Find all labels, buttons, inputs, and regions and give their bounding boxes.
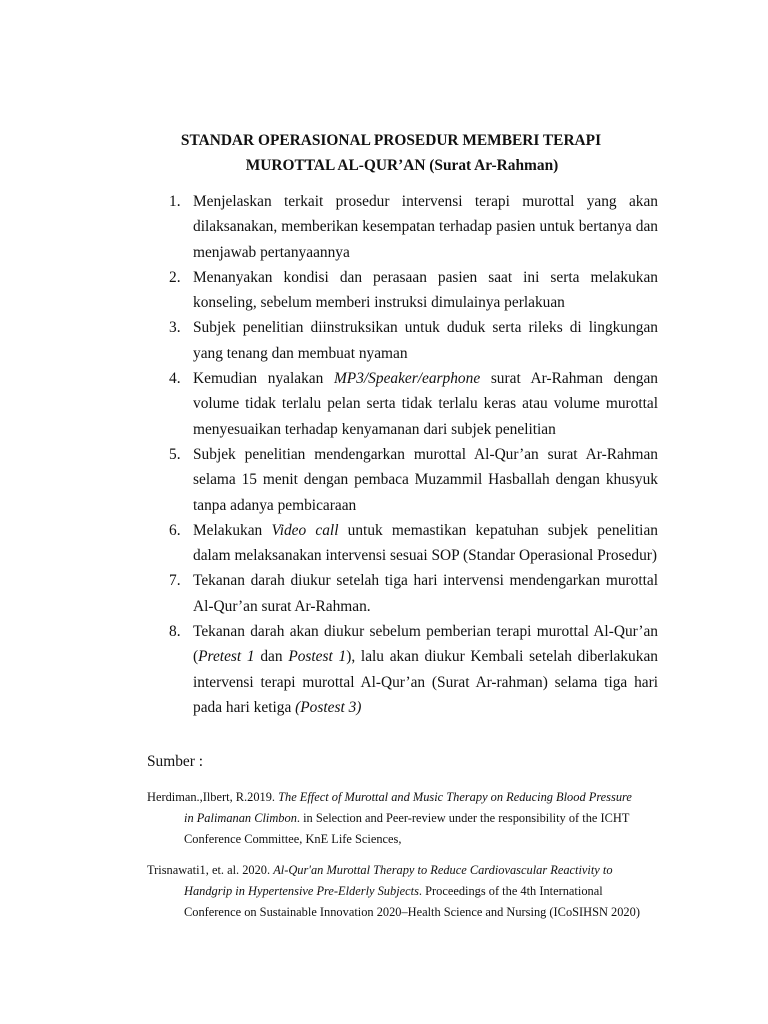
step-text-pre: Melakukan [193, 521, 272, 539]
step-text: Menjelaskan terkait prosedur intervensi terapi murottal yang akan dilaksanakan, memberikan kesempatan terhadap pasien untuk bertanya dan menjawab pertanyaannya [193, 193, 658, 261]
reference-entry-2 [147, 860, 657, 923]
procedure-step-6 [160, 518, 658, 569]
reference-line: Conference on Sustainable Innovation 2020–Health Science and Nursing (ICoSIHSN 2020) [184, 905, 640, 919]
reference-title-cont: in Palimanan Climbon [184, 811, 297, 825]
step-text: Menanyakan kondisi dan perasaan pasien saat ini serta melakukan konseling, sebelum memberi instruksi dimulainya perlakuan [193, 268, 658, 312]
step-number: 4. [169, 370, 181, 388]
reference-line [147, 860, 657, 881]
step-text-emphasis-pretest: Pretest 1 [198, 648, 255, 666]
reference-authors: Trisnawati1, et. al. 2020. [147, 863, 274, 877]
procedure-step-2 [160, 265, 658, 316]
procedure-step-7 [160, 568, 658, 619]
reference-line [147, 881, 657, 902]
step-text-emphasis: Video call [271, 521, 339, 539]
reference-authors: Herdiman.,Ilbert, R.2019. [147, 790, 279, 804]
step-text: Tekanan darah diukur setelah tiga hari intervensi mendengarkan murottal Al-Qur’an surat Ar-Rahman. [193, 572, 658, 615]
step-number: 8. [169, 623, 181, 641]
procedure-step-5 [160, 442, 658, 518]
step-number: 7. [169, 572, 181, 590]
document-title-line1: STANDAR OPERASIONAL PROSEDUR MEMBERI TERAPI [180, 132, 602, 149]
step-number: 1. [169, 193, 181, 210]
step-text-emphasis-postest: Postest 1 [288, 648, 347, 666]
reference-line [147, 808, 657, 829]
reference-title: Al-Qur'an Murottal Therapy to Reduce Cardiovascular Reactivity to [273, 863, 613, 877]
reference-title-cont: Handgrip in Hypertensive Pre-Elderly Subjects [184, 884, 419, 898]
step-text: Subjek penelitian diinstruksikan untuk duduk serta rileks di lingkungan yang tenang dan membuat nyaman [193, 319, 658, 362]
step-text-mid2: ), lalu akan diukur Kembali setelah diberlakukan intervensi terapi murottal Al-Qur’an (Surat Ar-rahman) selama tiga hari pada hari ketiga [193, 648, 658, 716]
procedure-step-1 [160, 189, 658, 265]
step-number: 2. [169, 268, 181, 286]
reference-line [147, 787, 657, 808]
procedure-steps-list [160, 189, 658, 720]
step-text-pre: Tekanan darah akan diukur sebelum pemberian terapi murottal Al-Qur’an ( [193, 623, 658, 666]
reference-publisher: . Proceedings of the 4th International [418, 884, 603, 898]
step-number: 6. [169, 521, 181, 539]
reference-publisher: . in Selection and Peer-review under the responsibility of the ICHT [296, 811, 630, 825]
procedure-step-4 [160, 366, 658, 442]
procedure-step-8 [160, 619, 658, 720]
document-title-line2: MUROTTAL AL-QUR’AN (Surat Ar-Rahman) [245, 157, 559, 174]
step-text-emphasis-postest3: (Postest 3) [295, 698, 362, 716]
reference-entry-1 [147, 787, 657, 850]
procedure-step-3 [160, 315, 658, 366]
step-text-post: surat Ar-Rahman dengan volume tidak terlalu pelan serta tidak terlalu keras atau volume murottal menyesuaikan terhadap kenyamanan dari subjek penelitian [193, 370, 658, 438]
step-text-post: untuk memastikan kepatuhan subjek penelitian dalam melaksanakan intervensi sesuai SOP (Standar Operasional Prosedur) [193, 521, 658, 565]
step-text: Subjek penelitian mendengarkan murottal Al-Qur’an surat Ar-Rahman selama 15 menit dengan pembaca Muzammil Hasballah dengan khusyuk tanpa adanya pembicaraan [193, 445, 658, 514]
step-number: 3. [169, 319, 181, 337]
step-text-pre: Kemudian nyalakan [193, 370, 334, 388]
step-text-emphasis: MP3/Speaker/earphone [333, 370, 481, 388]
step-text-mid: dan [254, 648, 289, 666]
reference-line: Conference Committee, KnE Life Sciences, [184, 832, 402, 846]
sources-heading: Sumber : [147, 753, 204, 770]
step-number: 5. [169, 445, 181, 463]
reference-title: The Effect of Murottal and Music Therapy on Reducing Blood Pressure [278, 790, 632, 804]
